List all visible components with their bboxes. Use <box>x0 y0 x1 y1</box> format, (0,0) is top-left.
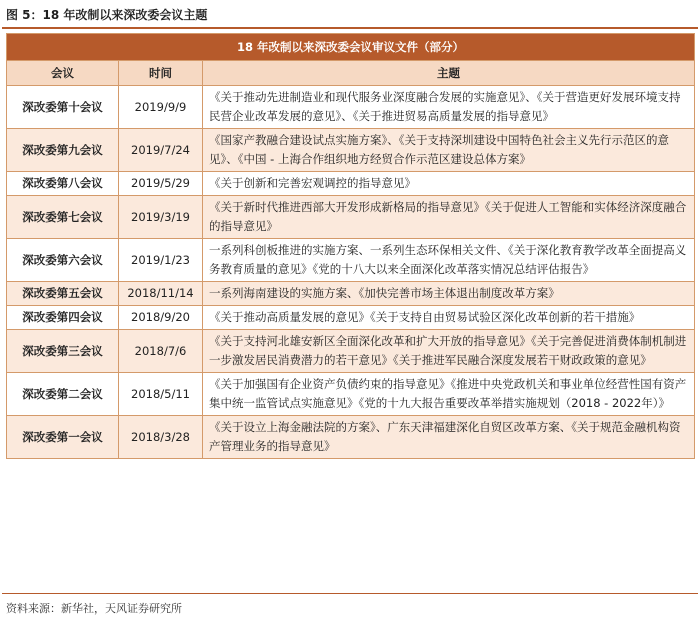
table-row <box>7 373 695 416</box>
topic-cell: 一系列科创板推进的实施方案、一系列生态环保相关文件、《关于深化教育教学改革全面提高义务教育质量的意见》《党的十八大以来全面深化改革落实情况总结评估报告》 <box>203 239 695 282</box>
meeting-cell: 深改委第十会议 <box>7 86 119 129</box>
date-cell: 2019/3/19 <box>119 196 203 239</box>
date-cell: 2019/9/9 <box>119 86 203 129</box>
table-row <box>7 306 695 330</box>
table-header-row <box>7 61 695 86</box>
topic-cell: 《国家产教融合建设试点实施方案》、《关于支持深圳建设中国特色社会主义先行示范区的意见》、《中国 - 上海合作组织地方经贸合作示范区建设总体方案》 <box>203 129 695 172</box>
bottom-rule <box>2 593 698 594</box>
topic-cell: 《关于推动高质量发展的意见》《关于支持自由贸易试验区深化改革创新的若干措施》 <box>203 306 695 330</box>
table-row <box>7 172 695 196</box>
topic-cell: 一系列海南建设的实施方案、《加快完善市场主体退出制度改革方案》 <box>203 282 695 306</box>
table-row <box>7 239 695 282</box>
date-cell: 2019/7/24 <box>119 129 203 172</box>
date-cell: 2018/9/20 <box>119 306 203 330</box>
meeting-cell: 深改委第七会议 <box>7 196 119 239</box>
date-cell: 2019/5/29 <box>119 172 203 196</box>
topic-cell: 《关于推动先进制造业和现代服务业深度融合发展的实施意见》、《关于营造更好发展环境支持民营企业改革发展的意见》、《关于推进贸易高质量发展的指导意见》 <box>203 86 695 129</box>
topic-cell: 《关于加强国有企业资产负债约束的指导意见》《推进中央党政机关和事业单位经营性国有资产集中统一监管试点实施意见》《党的十九大报告重要改革举措实施规划（2018 - 2022年）》 <box>203 373 695 416</box>
figure-title: 图 5：18 年改制以来深改委会议主题 <box>6 8 208 22</box>
topic-cell: 《关于创新和完善宏观调控的指导意见》 <box>203 172 695 196</box>
topic-cell: 《关于新时代推进西部大开发形成新格局的指导意见》《关于促进人工智能和实体经济深度融合的指导意见》 <box>203 196 695 239</box>
date-cell: 2018/11/14 <box>119 282 203 306</box>
meeting-cell: 深改委第九会议 <box>7 129 119 172</box>
meeting-cell: 深改委第一会议 <box>7 416 119 459</box>
column-header-topic: 主题 <box>203 61 695 86</box>
meeting-cell: 深改委第三会议 <box>7 330 119 373</box>
table-row <box>7 129 695 172</box>
top-rule <box>2 27 698 29</box>
table-row <box>7 86 695 129</box>
meeting-cell: 深改委第五会议 <box>7 282 119 306</box>
topic-cell: 《关于设立上海金融法院的方案》、广东天津福建深化自贸区改革方案、《关于规范金融机构资产管理业务的指导意见》 <box>203 416 695 459</box>
meeting-cell: 深改委第八会议 <box>7 172 119 196</box>
meeting-cell: 深改委第四会议 <box>7 306 119 330</box>
table-row <box>7 330 695 373</box>
topic-cell: 《关于支持河北雄安新区全面深化改革和扩大开放的指导意见》《关于完善促进消费体制机制进一步激发居民消费潜力的若干意见》《关于推进军民融合深度发展若干财政政策的意见》 <box>203 330 695 373</box>
table-row <box>7 196 695 239</box>
table-row <box>7 282 695 306</box>
meeting-cell: 深改委第六会议 <box>7 239 119 282</box>
meeting-cell: 深改委第二会议 <box>7 373 119 416</box>
meeting-table <box>6 33 695 459</box>
date-cell: 2018/5/11 <box>119 373 203 416</box>
table-row <box>7 416 695 459</box>
date-cell: 2019/1/23 <box>119 239 203 282</box>
date-cell: 2018/3/28 <box>119 416 203 459</box>
source-note: 资料来源：新华社，天风证券研究所 <box>6 602 182 615</box>
column-header-date: 时间 <box>119 61 203 86</box>
column-header-meeting: 会议 <box>7 61 119 86</box>
table-title: 18 年改制以来深改委会议审议文件（部分） <box>7 34 695 61</box>
date-cell: 2018/7/6 <box>119 330 203 373</box>
